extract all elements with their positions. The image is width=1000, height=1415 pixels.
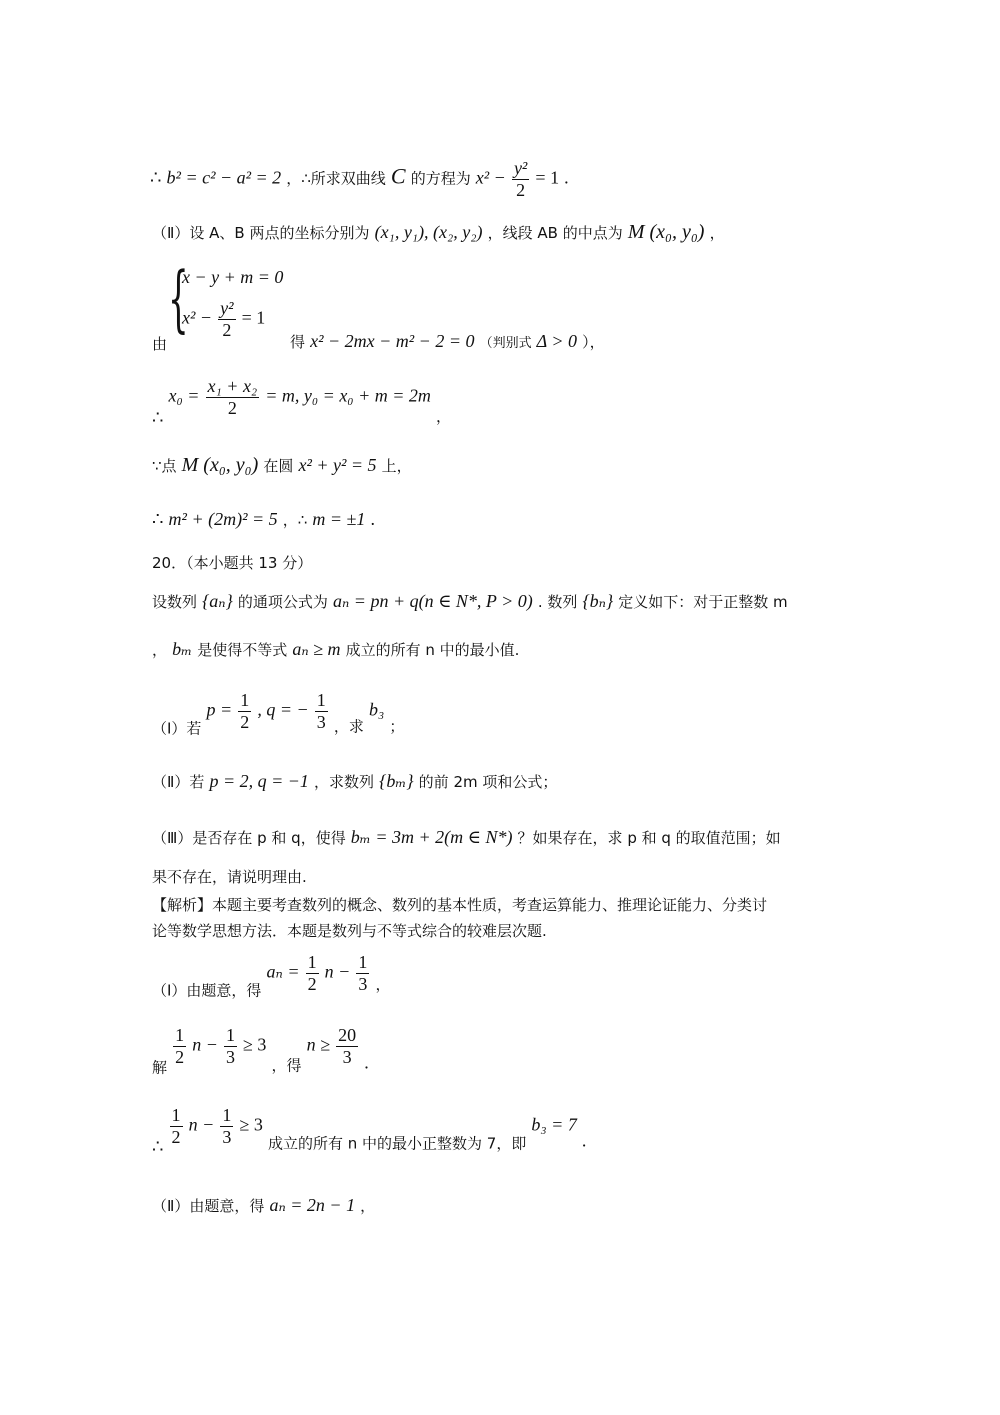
formula: , q = − bbox=[257, 699, 309, 720]
text: . 数列 bbox=[537, 593, 578, 611]
formula: n ≥ bbox=[306, 1034, 331, 1055]
formula: m = ±1 bbox=[312, 509, 366, 529]
text: ？如果存在，求 p 和 q 的取值范围；如 bbox=[517, 829, 781, 847]
q20-line-1 bbox=[152, 592, 788, 610]
text: （Ⅲ）是否存在 p 和 q，使得 bbox=[152, 829, 346, 847]
text: ， bbox=[435, 407, 451, 426]
text: . bbox=[581, 1130, 587, 1151]
formula: M (x₀, y₀) bbox=[627, 221, 705, 243]
formula: = 1 bbox=[535, 167, 560, 188]
formula: ≥ 3 bbox=[243, 1034, 267, 1055]
formula: = m, y₀ = x₀ + m = 2m bbox=[265, 385, 431, 406]
text: ， bbox=[152, 641, 168, 659]
formula: {bₙ} bbox=[582, 591, 614, 611]
text: 在圆 bbox=[263, 457, 294, 475]
solution-ii-line-1 bbox=[152, 1196, 375, 1214]
fraction: $\frac{1}{3}$ bbox=[316, 690, 326, 732]
formula: ≥ 3 bbox=[239, 1114, 263, 1135]
fraction: $\frac{20}{3}$ bbox=[338, 1025, 357, 1067]
formula: aₙ ≥ m bbox=[292, 639, 341, 659]
text: （判别式 bbox=[479, 336, 532, 351]
text: ，求数列 bbox=[314, 773, 375, 791]
text: （Ⅱ）设 A、B 两点的坐标分别为 bbox=[152, 224, 370, 242]
fraction: $\frac{\text{y²}}{2}$ bbox=[513, 158, 528, 200]
system-result bbox=[290, 332, 605, 350]
text: 成立的所有 n 中的最小正整数为 7，即 bbox=[267, 1134, 527, 1153]
text: ，求 bbox=[333, 717, 364, 736]
text: ； bbox=[389, 717, 405, 736]
formula: x² − bbox=[182, 307, 213, 328]
line-on-circle bbox=[152, 455, 412, 475]
line-hyperbola-eq bbox=[150, 158, 569, 200]
q20-part-ii bbox=[152, 772, 557, 790]
system-row bbox=[182, 298, 265, 340]
text: （Ⅱ）由题意，得 bbox=[152, 1197, 265, 1215]
text: 的通项公式为 bbox=[237, 593, 328, 611]
text: . bbox=[364, 1052, 369, 1073]
fraction: $\frac{1}{2}$ bbox=[171, 1105, 181, 1147]
question-20-heading: 20．（本小题共 13 分） bbox=[152, 554, 313, 572]
solution-i-line-2 bbox=[152, 1025, 369, 1076]
solution-i-line-3 bbox=[152, 1105, 586, 1156]
text: 解 bbox=[152, 1058, 168, 1077]
formula: aₙ = 2n − 1 bbox=[269, 1195, 356, 1215]
fraction: $\frac{1}{3}$ bbox=[225, 1025, 235, 1067]
therefore-symbol: ∴ bbox=[152, 509, 164, 529]
fraction: $\frac{1}{2}$ bbox=[175, 1025, 185, 1067]
line-midpoint bbox=[152, 376, 451, 427]
fraction: $\frac{1}{2}$ bbox=[307, 952, 317, 994]
q20-line-2 bbox=[152, 640, 519, 658]
text: 上， bbox=[381, 457, 412, 475]
fraction: $\frac{\text{y²}}{2}$ bbox=[220, 298, 234, 340]
therefore-symbol: ∴ bbox=[150, 167, 162, 188]
formula: b² = c² − a² = 2 bbox=[166, 167, 282, 188]
formula: {aₙ} bbox=[202, 591, 233, 611]
text: 的方程为 bbox=[410, 169, 471, 188]
formula: {bₘ} bbox=[379, 771, 414, 791]
formula: C bbox=[390, 163, 406, 189]
formula: x² + y² = 5 bbox=[298, 455, 377, 475]
text: （Ⅱ）若 bbox=[152, 773, 205, 791]
text: ∵点 bbox=[152, 457, 177, 475]
left-brace: { bbox=[168, 256, 189, 340]
text: 设数列 bbox=[152, 593, 198, 611]
text: ， bbox=[360, 1197, 376, 1215]
formula: m² + (2m)² = 5 bbox=[168, 509, 278, 529]
q20-part-iii bbox=[152, 828, 781, 846]
q20-part-iii-cont: 果不存在，请说明理由. bbox=[152, 868, 307, 886]
analysis-line-2: 论等数学思想方法．本题是数列与不等式综合的较难层次题. bbox=[152, 922, 547, 940]
solution-i-line-1 bbox=[152, 952, 391, 999]
formula: (x₁, y₁), (x₂, y₂) bbox=[374, 222, 483, 242]
formula: aₙ = pn + q(n ∈ N*, P > 0) bbox=[333, 591, 533, 611]
formula: x² − 2mx − m² − 2 = 0 bbox=[310, 331, 475, 351]
text: （Ⅰ）若 bbox=[152, 719, 202, 738]
text bbox=[152, 336, 167, 352]
formula: n − bbox=[188, 1114, 215, 1135]
text: ， bbox=[375, 975, 391, 994]
text: 由 bbox=[152, 335, 168, 353]
fraction: $\frac{1}{2}$ bbox=[240, 690, 250, 732]
formula: bₘ bbox=[172, 639, 193, 659]
formula: = 1 bbox=[241, 307, 266, 328]
formula: x₀ = bbox=[168, 385, 200, 406]
text: （Ⅰ）由题意，得 bbox=[152, 981, 262, 1000]
formula: x² − bbox=[475, 167, 506, 188]
text: ，∴所求双曲线 bbox=[286, 169, 386, 188]
therefore-symbol: ∴ bbox=[152, 1136, 164, 1157]
analysis-line-1: 【解析】本题主要考查数列的概念、数列的基本性质，考查运算能力、推理论证能力、分类讨 bbox=[152, 896, 768, 914]
formula: b₃ = 7 bbox=[531, 1114, 577, 1135]
fraction: $\frac{1}{3}$ bbox=[358, 952, 368, 994]
text: ）， bbox=[582, 333, 605, 351]
q20-part-i bbox=[152, 690, 404, 737]
text: 的前 2m 项和公式； bbox=[418, 773, 558, 791]
formula: n − bbox=[192, 1034, 218, 1055]
formula: x − y + m = 0 bbox=[182, 267, 284, 287]
text: 成立的所有 n 中的最小值. bbox=[345, 641, 520, 659]
text: ，∴ bbox=[282, 511, 308, 529]
formula: Δ > 0 bbox=[536, 331, 578, 351]
text: ，得 bbox=[271, 1056, 302, 1075]
text: 是使得不等式 bbox=[197, 641, 288, 659]
therefore-symbol: ∴ bbox=[152, 407, 164, 428]
fraction: $\frac{1}{3}$ bbox=[222, 1105, 232, 1147]
text: ，线段 AB 的中点为 bbox=[487, 224, 623, 242]
line-result-m bbox=[152, 510, 375, 528]
formula: p = bbox=[206, 699, 233, 720]
formula: p = 2, q = −1 bbox=[209, 771, 309, 791]
text: ， bbox=[709, 224, 725, 242]
formula: n − bbox=[324, 961, 351, 982]
formula: aₙ = bbox=[266, 961, 300, 982]
line-points bbox=[152, 222, 725, 242]
fraction: $\frac{\text{x₁ + x₂}}{2}$ bbox=[207, 376, 258, 418]
text: . bbox=[564, 167, 569, 188]
formula: M (x₀, y₀) bbox=[181, 454, 259, 476]
system-row bbox=[182, 268, 283, 286]
text: 得 bbox=[290, 333, 306, 351]
text: 定义如下：对于正整数 m bbox=[618, 593, 788, 611]
formula: bₘ = 3m + 2(m ∈ N*) bbox=[350, 827, 513, 847]
text: . bbox=[370, 509, 375, 529]
formula: b₃ bbox=[368, 699, 385, 720]
